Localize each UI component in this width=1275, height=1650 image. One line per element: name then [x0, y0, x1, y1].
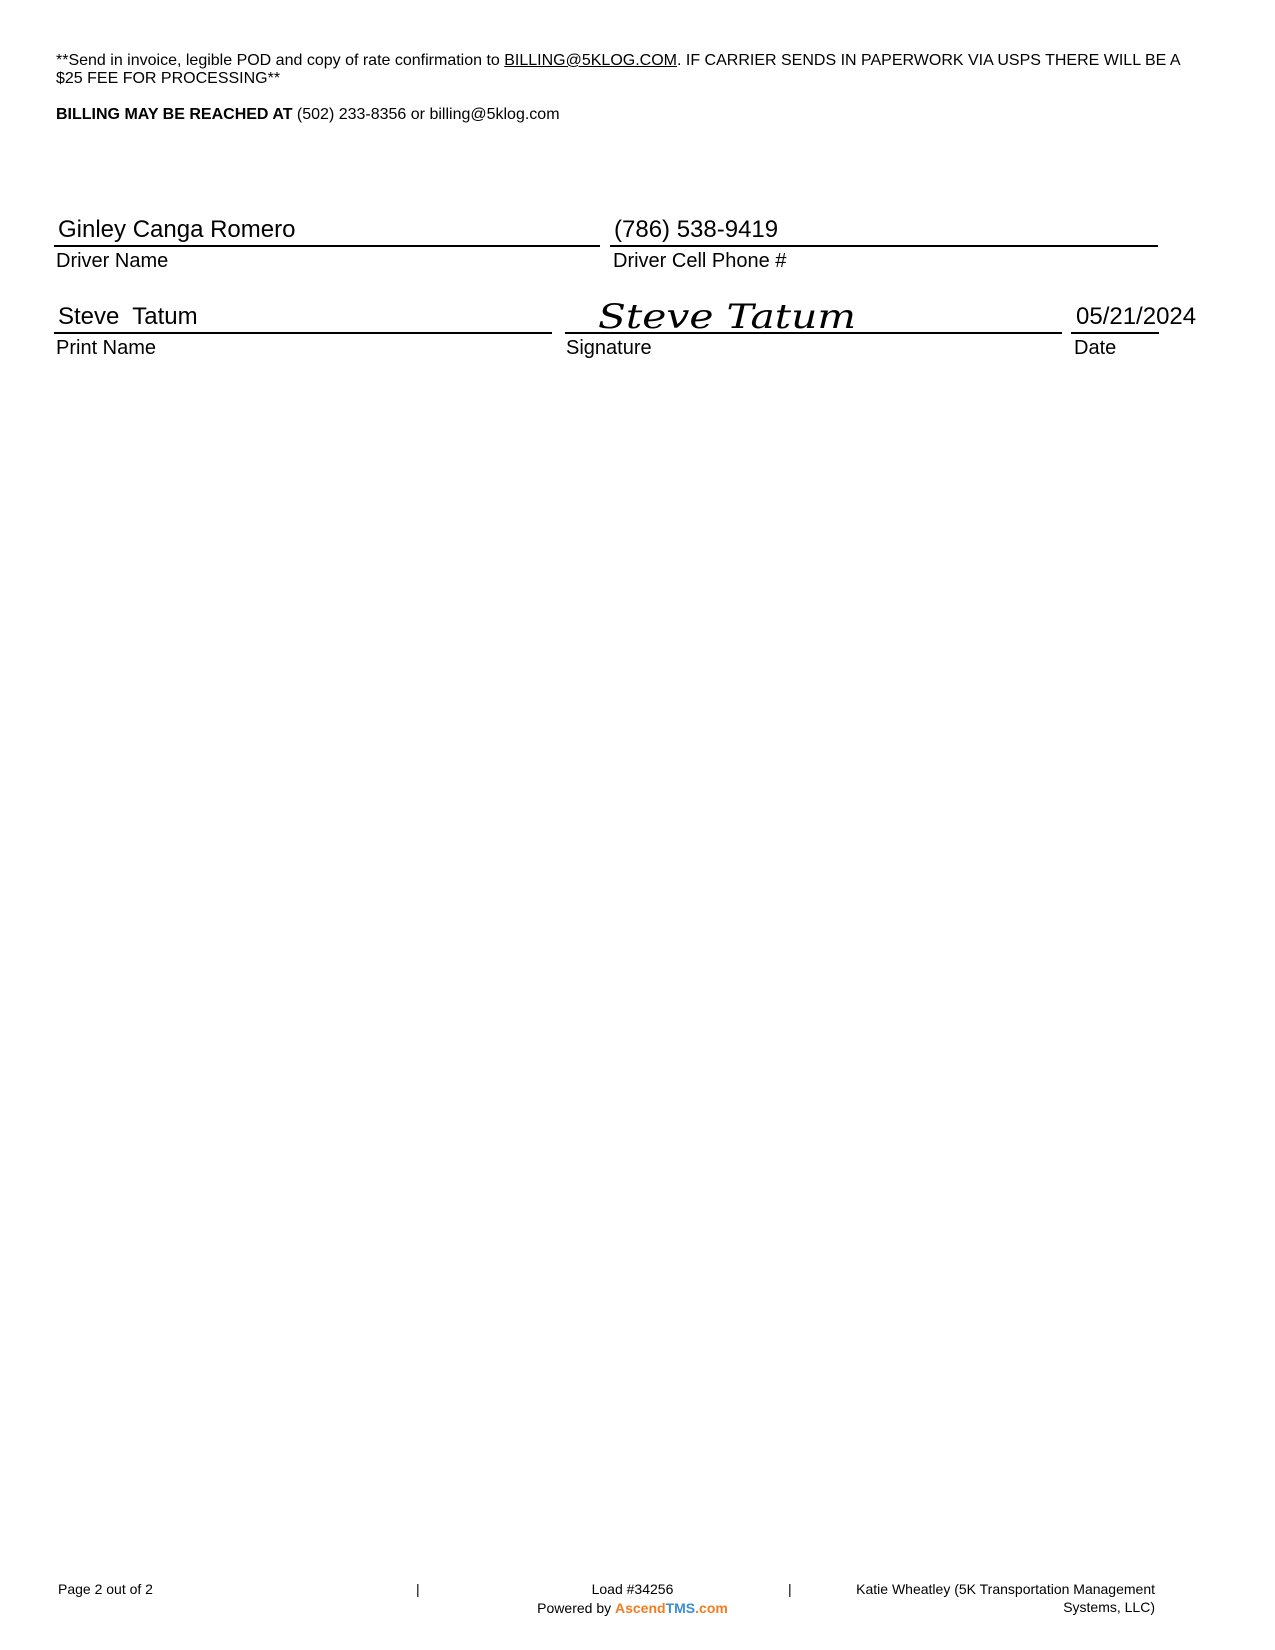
- footer-separator-left: |: [416, 1581, 420, 1597]
- footer-author-line2: Systems, LLC): [1063, 1599, 1155, 1615]
- date-value: 05/21/2024: [1076, 303, 1197, 330]
- billing-email-link[interactable]: BILLING@5KLOG.COM: [504, 52, 677, 69]
- print-name-label: Print Name: [56, 337, 157, 359]
- driver-phone-line: [610, 245, 1158, 247]
- footer-separator-right: |: [788, 1581, 792, 1597]
- footer-author: [800, 1580, 1155, 1616]
- driver-phone-label: Driver Cell Phone #: [613, 250, 787, 272]
- footer-powered-by: [460, 1599, 805, 1617]
- brand-ascend: Ascend: [615, 1600, 666, 1616]
- brand-tms: TMS: [665, 1600, 696, 1616]
- footer-page-number: Page 2 out of 2: [58, 1581, 153, 1597]
- date-line: [1071, 332, 1159, 334]
- brand-dotcom: .com: [695, 1600, 728, 1616]
- notice-suffix: . IF CARRIER SENDS IN PAPERWORK VIA USPS THERE WILL BE A $25 FEE FOR PROCESSING**: [56, 52, 1180, 87]
- powered-by-text: Powered by: [537, 1600, 615, 1616]
- print-name-value: Steve Tatum: [58, 303, 198, 330]
- billing-contact-label: BILLING MAY BE REACHED AT: [56, 106, 293, 123]
- driver-name-value: Ginley Canga Romero: [58, 216, 296, 243]
- handwritten-signature: [598, 302, 958, 334]
- signature-label: Signature: [566, 337, 652, 359]
- footer-load-number: Load #34256: [591, 1581, 674, 1597]
- signature-script: Steve Tatum: [598, 302, 856, 334]
- print-name-line: [54, 332, 552, 334]
- date-label: Date: [1074, 337, 1117, 359]
- billing-contact: [56, 106, 560, 124]
- billing-contact-info: (502) 233-8356 or billing@5klog.com: [292, 106, 560, 123]
- driver-phone-value: (786) 538-9419: [614, 216, 779, 243]
- footer-author-line1: Katie Wheatley (5K Transportation Management: [856, 1581, 1155, 1597]
- billing-notice: [56, 52, 1206, 88]
- driver-name-line: [54, 245, 600, 247]
- driver-name-label: Driver Name: [56, 250, 169, 272]
- notice-prefix: **Send in invoice, legible POD and copy of rate confirmation to: [56, 52, 505, 69]
- signature-line: [565, 332, 1062, 334]
